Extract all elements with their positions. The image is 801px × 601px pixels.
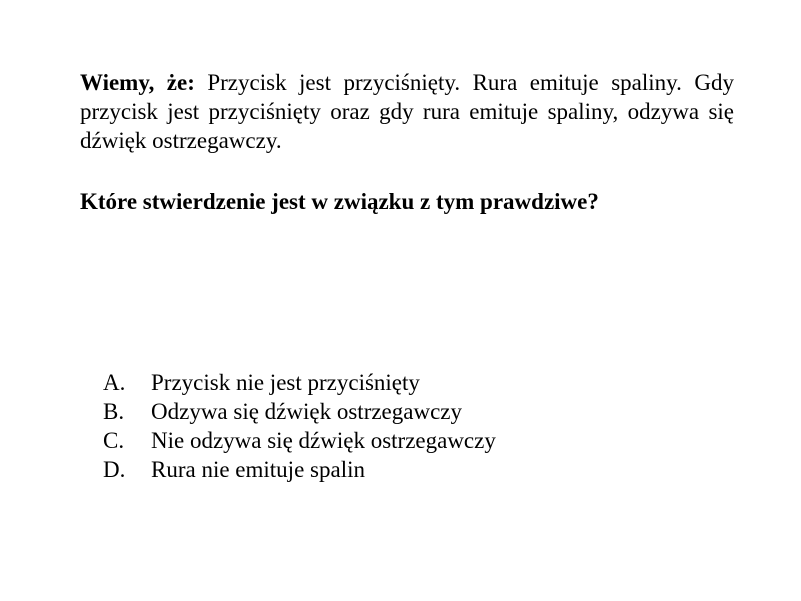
answer-option-b xyxy=(103,397,496,426)
answer-letter: A. xyxy=(103,370,126,395)
answer-letter: D. xyxy=(103,457,126,482)
answer-text: Rura nie emituje spalin xyxy=(151,457,365,482)
answer-text: Nie odzywa się dźwięk ostrzegawczy xyxy=(151,428,496,453)
answer-letter: C. xyxy=(103,428,125,453)
answer-text: Przycisk nie jest przyciśnięty xyxy=(151,370,420,395)
answer-option-c xyxy=(103,426,496,455)
answer-list xyxy=(103,368,496,484)
premise-paragraph xyxy=(80,68,734,155)
answer-option-a xyxy=(103,368,496,397)
question-text: Które stwierdzenie jest w związku z tym prawdziwe? xyxy=(80,189,599,214)
answer-option-d xyxy=(103,455,496,484)
answer-letter: B. xyxy=(103,399,125,424)
premise-text: Przycisk jest przyciśnięty. Rura emituje spaliny. Gdy przycisk jest przyciśnięty oraz gdy rura emituje spaliny, odzywa się dźwięk ostrzegawczy. xyxy=(80,70,734,153)
answer-text: Odzywa się dźwięk ostrzegawczy xyxy=(151,399,463,424)
premise-lead: Wiemy, że: xyxy=(80,70,195,95)
